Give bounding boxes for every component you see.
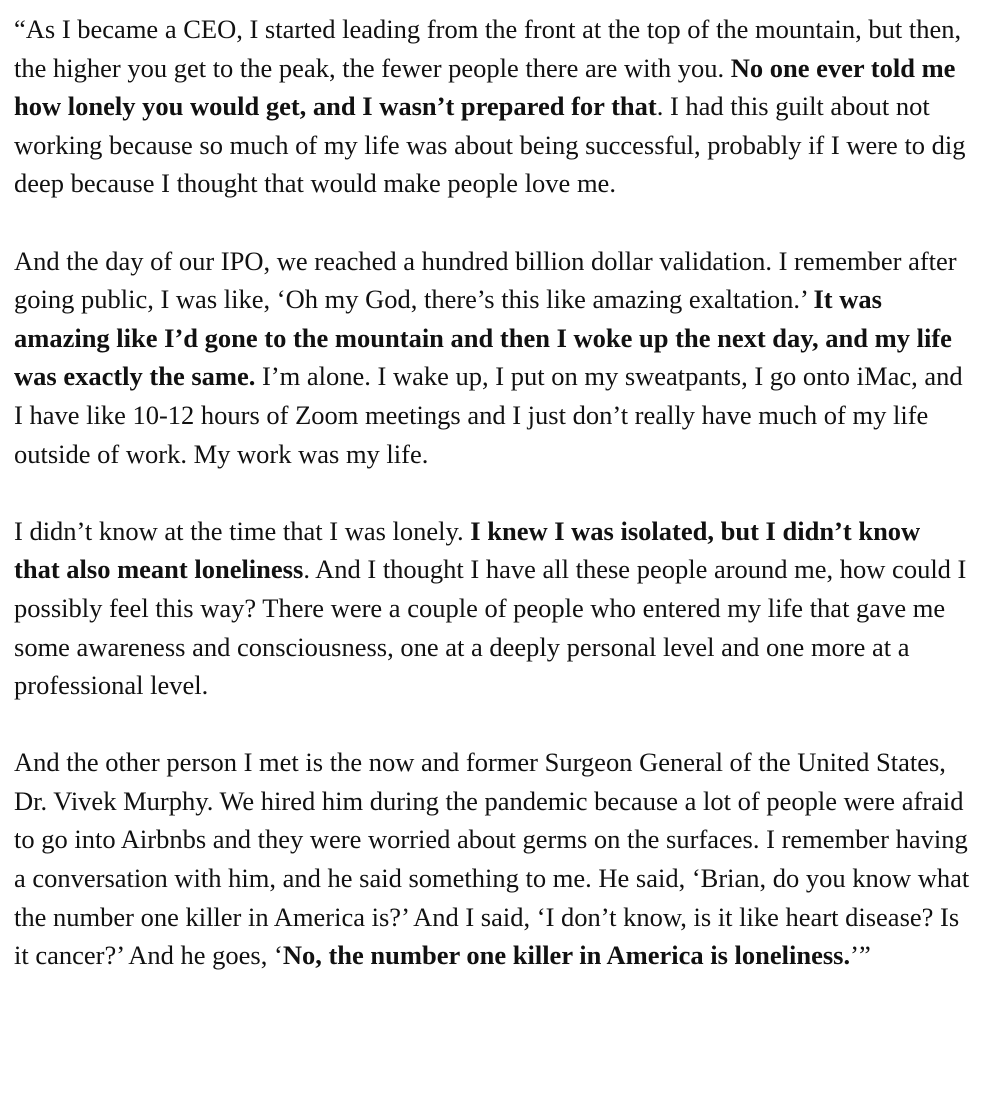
text-run: ’” [850,940,871,971]
text-run: I’m alone. I wake up, I put on my sweatpants, I go onto iMac, and I have like 10-12 hours of Zoom meetings and I just don’t really have much of my life outside of work. My work was my life. [14,361,963,469]
paragraph-4 [14,743,970,975]
text-run: And the day of our IPO, we reached a hundred billion dollar validation. I remember after going public, I was like, ‘Oh my God, there’s this like amazing exaltation.’ [14,245,957,315]
paragraph-2 [14,242,970,474]
text-run: “As I became a CEO, I started leading from the front at the top of the mountain, but then, the higher you get to the peak, the fewer people there are with you. [14,14,962,83]
text-run: . I had this guilt about not working because so much of my life was about being successful, probably if I were to dig deep because I thought that would make people love me. [14,91,966,199]
bold-text-run: No, the number one killer in America is loneliness. [282,940,851,971]
paragraph-1 [14,10,970,203]
text-run: I didn’t know at the time that I was lonely. [14,515,471,546]
text-run: And the other person I met is the now and former Surgeon General of the United States, Dr. Vivek Murphy. We hired him during the pandemic because a lot of people were afraid to go into Airbnbs and they were worried about germs on the surfaces. I remember having a conversation with him, and he said something to me. He said, ‘Brian, do you know what the number one killer in America is?’ And I said, ‘I don’t know, is it like heart disease? Is it cancer?’ And he goes, ‘ [14,747,970,971]
text-run: . And I thought I have all these people around me, how could I possibly feel this way? There were a couple of people who entered my life that gave me some awareness and consciousness, one at a deeply personal level and one more at a professional level. [14,554,967,701]
paragraph-3 [14,512,970,705]
bold-text-run: No one ever told me how lonely you would get, and I wasn’t prepared for that [14,52,956,122]
bold-text-run: It was amazing like I’d gone to the mountain and then I woke up the next day, and my life was exactly the same. [14,284,952,392]
bold-text-run: I knew I was isolated, but I didn’t know that also meant loneliness [14,515,921,585]
